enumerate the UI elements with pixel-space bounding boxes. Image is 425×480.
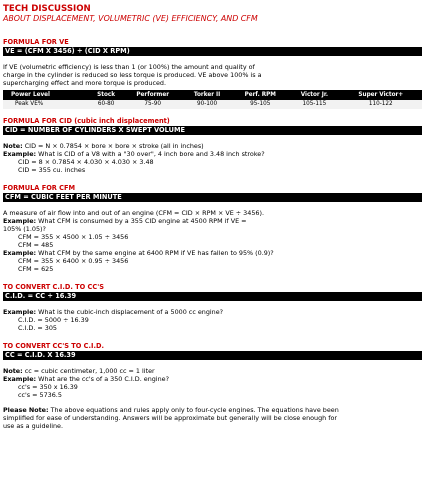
ve-text-line: charge in the cylinder is reduced so less torque is produced. VE above 100% is a <box>3 71 262 79</box>
tocid-note <box>3 367 422 375</box>
table-header-cell: Super Victor+ <box>340 90 422 100</box>
calc-line: C.I.D. = 305 <box>18 324 57 332</box>
example-label: Example: <box>3 308 37 316</box>
tocc-example <box>3 308 422 316</box>
calc-line: CFM = 625 <box>18 265 54 273</box>
note-text: CID = N × 0.7854 × bore × bore × stroke (all in inches) <box>22 142 204 150</box>
table-header-cell: Performer <box>123 90 183 100</box>
cfm-formula-bar: CFM = CUBIC FEET PER MINUTE <box>3 193 422 202</box>
cid-to-cc-heading: TO CONVERT C.I.D. TO CC'S <box>3 283 104 291</box>
table-cell: 95-105 <box>231 100 289 109</box>
example-label: Example: <box>3 249 37 257</box>
cid-to-cc-formula-bar: C.I.D. = CC ÷ 16.39 <box>3 292 422 301</box>
calc-line: cc's = 5736.5 <box>18 391 62 399</box>
calc-line: CFM = 355 × 4500 × 1.05 ÷ 3456 <box>18 233 129 241</box>
example-text: What is CID of a V8 with a "30 over", 4 inch bore and 3.48 inch stroke? <box>36 150 265 158</box>
ve-power-level-table <box>3 90 422 109</box>
cc-to-cid-formula-bar: CC = C.I.D. X 16.39 <box>3 351 422 360</box>
table-cell: 60-80 <box>90 100 123 109</box>
cfm-intro: A measure of air flow into and out of an engine (CFM = CID × RPM × VE ÷ 3456). <box>3 209 264 217</box>
please-note-text-cont: simplified for ease of understanding. Answers will be approximate but generally will be close enough for <box>3 414 338 422</box>
cc-to-cid-heading: TO CONVERT CC'S TO C.I.D. <box>3 342 104 350</box>
table-cell: 105-115 <box>289 100 339 109</box>
example-text: What CFM by the same engine at 6400 RPM if VE has fallen to 95% (0.9)? <box>36 249 274 257</box>
ve-heading: FORMULA FOR VE <box>3 38 69 46</box>
example-label: Example: <box>3 217 37 225</box>
example-text: What is the cubic-inch displacement of a 5000 cc engine? <box>36 308 224 316</box>
cid-formula-bar: CID = NUMBER OF CYLINDERS X SWEPT VOLUME <box>3 126 422 135</box>
calc-line: CID = 8 × 0.7854 × 4.030 × 4.030 × 3.48 <box>18 158 154 166</box>
example-text: What CFM is consumed by a 355 CID engine at 4500 RPM if VE = <box>36 217 247 225</box>
please-note <box>3 406 422 414</box>
tocid-example <box>3 375 422 383</box>
example-text-cont: 105% (1.05)? <box>3 225 46 233</box>
table-cell: 75-90 <box>123 100 183 109</box>
cfm-heading: FORMULA FOR CFM <box>3 184 76 192</box>
example-label: Example: <box>3 150 37 158</box>
ve-text-line: If VE (volumetric efficiency) is less than 1 (or 100%) the amount and quality of <box>3 63 255 71</box>
note-text: cc = cubic centimeter, 1,000 cc = 1 liter <box>22 367 155 375</box>
cid-heading: FORMULA FOR CID (cubic inch displacement) <box>3 117 170 125</box>
table-header-row <box>3 90 422 100</box>
cid-note <box>3 142 422 150</box>
please-note-text-cont: use as a guideline. <box>3 422 64 430</box>
calc-line: CID = 355 cu. inches <box>18 166 86 174</box>
table-header-cell: Perf. RPM <box>231 90 289 100</box>
page-title: TECH DISCUSSION <box>3 4 91 14</box>
table-cell: 110-122 <box>340 100 422 109</box>
note-label: Note: <box>3 367 23 375</box>
table-header-cell: Power Level <box>3 90 90 100</box>
table-header-cell: Torker II <box>183 90 232 100</box>
example-label: Example: <box>3 375 37 383</box>
calc-line: CFM = 485 <box>18 241 54 249</box>
note-label: Note: <box>3 142 23 150</box>
table-cell: 90-100 <box>183 100 232 109</box>
cfm-example <box>3 249 422 257</box>
table-row <box>3 100 422 109</box>
ve-formula-bar: VE = (CFM X 3456) ÷ (CID X RPM) <box>3 47 422 56</box>
ve-text-line: supercharging effect and more torque is produced. <box>3 79 167 87</box>
calc-line: cc's = 350 x 16.39 <box>18 383 78 391</box>
calc-line: C.I.D. = 5000 ÷ 16.39 <box>18 316 89 324</box>
please-note-text: The above equations and rules apply only to four-cycle engines. The equations have been <box>48 406 339 414</box>
cfm-example <box>3 217 422 225</box>
example-text: What are the cc's of a 350 C.I.D. engine? <box>36 375 169 383</box>
calc-line: CFM = 355 × 6400 × 0.95 ÷ 3456 <box>18 257 129 265</box>
table-cell: Peak VE% <box>3 100 90 109</box>
cid-example <box>3 150 422 158</box>
table-header-cell: Stock <box>90 90 123 100</box>
page-subtitle: ABOUT DISPLACEMENT, VOLUMETRIC (VE) EFFICIENCY, AND CFM <box>3 14 258 23</box>
please-note-label: Please Note: <box>3 406 49 414</box>
table-header-cell: Victor Jr. <box>289 90 339 100</box>
